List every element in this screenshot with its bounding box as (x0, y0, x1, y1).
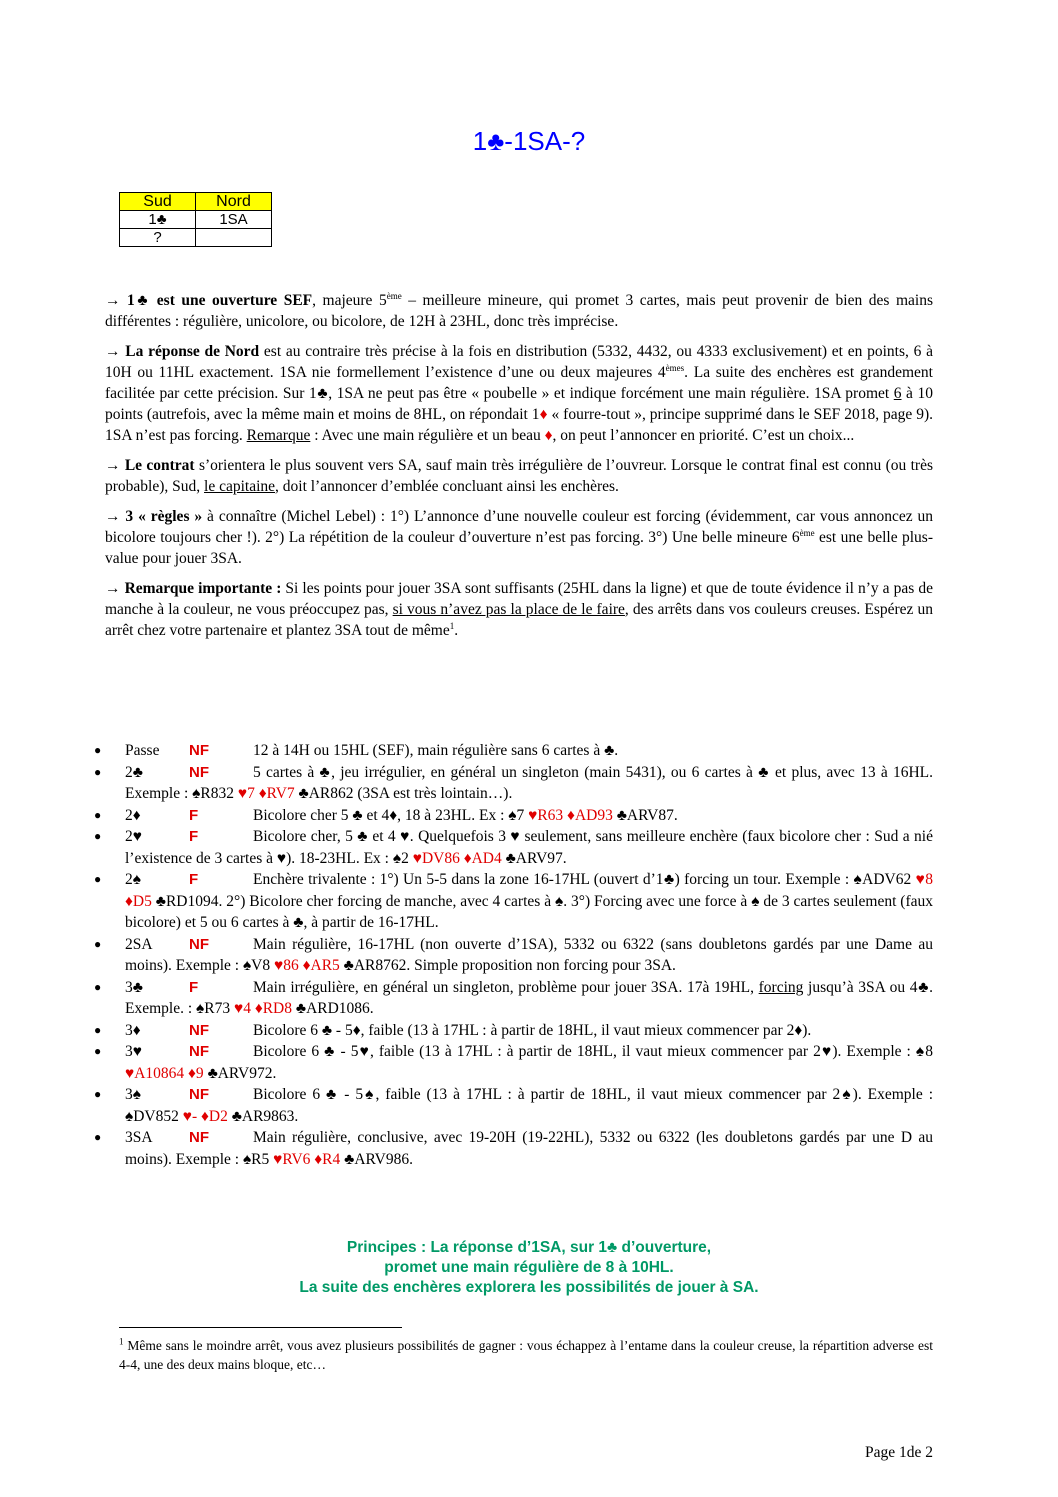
red-suits: ♥RV6 ♦R4 (273, 1150, 341, 1168)
paragraph-text: est une belle plus-value pour jouer 3SA. (105, 529, 933, 567)
diamond-icon: ♦ (544, 427, 553, 444)
forcing-flag: NF (189, 1086, 209, 1103)
bullet-icon: ● (94, 743, 102, 757)
bid-label: 2♣ (125, 763, 143, 781)
forcing-flag: NF (189, 1043, 209, 1060)
bidding-row (120, 211, 272, 229)
paragraph-text: , on peut l’annoncer en priorité. C’est un choix... (552, 427, 855, 444)
footnote-number: 1 (119, 1336, 124, 1347)
underlined-text: le capitaine (204, 478, 276, 495)
underlined-text: Remarque (246, 427, 311, 444)
bid-description-tail: ♣ARV986. (340, 1150, 413, 1168)
forcing-flag: NF (189, 763, 209, 781)
underlined-text: 6 (893, 385, 902, 402)
bid-description: Main irrégulière, en général un singleton, problème pour jouer 3SA. 17à 19HL, (253, 978, 759, 996)
bid-description: Bicolore cher, 5 ♣ et 4 ♥. Quelquefois 3 ♥ seulement, sans meilleure enchère (faux bicolore cher : Sud a nié l’existence de 3 cartes à ♥). 18-23HL. Ex : ♠2 (125, 828, 933, 867)
bullet-icon: ● (94, 936, 102, 951)
bullet-icon: ● (94, 807, 102, 822)
superscript: èmes (665, 362, 685, 373)
underlined-text: si vous n’avez pas la place de le faire (392, 601, 625, 618)
explanation-paragraphs (105, 290, 933, 650)
bid-cell (196, 229, 272, 247)
paragraph-text: . (454, 622, 459, 639)
bid-description-tail: ♣ARV972. (203, 1064, 277, 1082)
bid-description: Enchère trivalente : 1°) Un 5-5 dans la zone 16-17HL (ouvert d’1♣) forcing un tour. Exemple : ♠ADV62 (253, 871, 916, 888)
bid-label: 3♦ (125, 1021, 141, 1039)
list-item (90, 805, 933, 827)
superscript: ème (799, 527, 815, 538)
paragraph-lead: → La réponse de Nord (105, 343, 260, 360)
bid-description-tail: ♣AR862 (3SA est très lointain…). (294, 785, 513, 802)
bid-cell: ? (120, 229, 196, 247)
bullet-icon: ● (94, 764, 102, 779)
bid-description: Bicolore cher 5 ♣ et 4♦, 18 à 23HL. Ex : ♠7 (253, 806, 529, 824)
list-item (90, 826, 933, 869)
principles-line: promet une main régulière de 8 à 10HL. (384, 1259, 674, 1276)
bid-label: 3SA (125, 1129, 153, 1146)
bullet-icon: ● (94, 1044, 102, 1058)
red-suits: ♥7 ♦RV7 (237, 785, 295, 802)
bid-description: 12 à 14H ou 15HL (SEF), main régulière sans 6 cartes à ♣. (253, 742, 619, 759)
list-item (90, 934, 933, 977)
bid-label: Passe (125, 742, 160, 759)
paragraph-remark (105, 578, 933, 641)
bid-description-tail: ♣RD1094. 2°) Bicolore cher forcing de manche, avec 4 cartes à ♠. 3°) Forcing avec une force à ♠ de 3 cartes seulement (faux bicolore) et 5 ou 6 cartes à ♣, à partir de 16-17HL. (125, 892, 933, 931)
list-item (90, 740, 933, 762)
paragraph-text: à 10 points (autrefois, avec la même main et moins de 8HL, on répondait 1 (105, 385, 933, 423)
paragraph-text: s’orientera le plus souvent vers SA, sauf main très irrégulière de l’ouvreur. Lorsque le contrat final est connu (ou très probable), Sud, (105, 457, 934, 495)
forcing-flag: NF (189, 935, 209, 953)
diamond-icon: ♦ (539, 406, 548, 423)
paragraph-lead: → 3 « règles » (105, 508, 203, 525)
page-number: Page 1de 2 (864, 1444, 933, 1461)
bid-description: 5 cartes à ♣, jeu irrégulier, en général un singleton (main 5431), ou 6 cartes à ♣ et plus, avec 13 à 16HL. Exemple : ♠R832 (125, 763, 933, 802)
bid-list (90, 740, 933, 1170)
forcing-flag: NF (189, 1129, 209, 1146)
bullet-icon: ● (94, 872, 102, 886)
bid-label: 2SA (125, 935, 153, 953)
bullet-icon: ● (94, 1130, 102, 1144)
bidding-table (119, 192, 272, 247)
list-item (90, 1084, 933, 1127)
header-sud: Sud (120, 193, 196, 211)
paragraph-text: . La suite des enchères est grandement facilitée par cette précision. Sur 1♣, 1SA ne peut pas être « poubelle » et indique forcément une main régulière. 1SA promet (105, 364, 933, 402)
bid-description: Bicolore 6 ♣ - 5♦, faible (13 à 17HL : à partir de 18HL, il vaut mieux commencer par 2♦). (253, 1021, 812, 1039)
paragraph-contract (105, 455, 933, 497)
footnote-divider (119, 1327, 402, 1328)
bullet-icon: ● (94, 979, 102, 994)
header-nord: Nord (196, 193, 272, 211)
underlined-text: forcing (758, 978, 804, 996)
forcing-flag: NF (189, 742, 209, 759)
footnote-reference: 1 (449, 620, 455, 631)
forcing-flag: NF (189, 1021, 209, 1039)
bid-label: 2♠ (125, 871, 141, 888)
paragraph-opening (105, 290, 933, 332)
forcing-flag: F (189, 871, 199, 888)
bid-description: jusqu’à 3SA ou 4♣. Exemple. : ♠R73 (125, 978, 933, 1017)
list-item (90, 1020, 933, 1042)
paragraph-text: , majeure 5 (312, 292, 387, 309)
bid-description: Main régulière, conclusive, avec 19-20H (19-22HL), 5332 ou 6322 (les doubletons gardés par une D au moins). Exemple : ♠R5 (125, 1129, 933, 1168)
list-item (90, 869, 933, 934)
red-suits: ♥- ♦D2 (182, 1107, 228, 1125)
forcing-flag: F (189, 978, 199, 996)
bid-label: 3♠ (125, 1086, 141, 1103)
list-item (90, 1127, 933, 1170)
red-suits: ♥R63 ♦AD93 (528, 806, 613, 824)
red-suits: ♥A10864 ♦9 (125, 1064, 204, 1082)
red-suits: ♥86 ♦AR5 (274, 957, 340, 974)
bid-label: 3♥ (125, 1043, 142, 1060)
paragraph-text: « fourre-tout », principe supprimé dans le SEF 2018, page 9). 1SA n’est pas forcing. (105, 406, 933, 444)
bullet-icon: ● (94, 829, 102, 843)
bid-description-tail: ♣AR8762. Simple proposition non forcing pour 3SA. (339, 957, 676, 974)
bid-description-tail: ♣AR9863. (227, 1107, 299, 1125)
red-suits: ♥DV86 ♦AD4 (412, 849, 502, 867)
paragraph-text: , des arrêts dans vos couleurs creuses. Espérez un arrêt chez votre partenaire et plantez 3SA tout de même (105, 601, 933, 639)
list-item (90, 977, 933, 1020)
bidding-row (120, 229, 272, 247)
paragraph-text: : Avec une main régulière et un beau (310, 427, 545, 444)
paragraph-text: est au contraire très précise à la fois en distribution (5332, 4432, ou 4333 exclusivement) et en points, 6 à 10H ou 11HL exactement. 1SA nie formellement l’existence d’une ou deux majeures 4 (105, 343, 933, 381)
list-item (90, 762, 933, 805)
bid-description-tail: ♣ARV97. (501, 849, 567, 867)
bid-label: 2♦ (125, 806, 141, 824)
forcing-flag: F (189, 828, 199, 845)
bid-description-tail: ♣ARD1086. (292, 1000, 374, 1017)
bid-description: Bicolore 6 ♣ - 5♥, faible (13 à 17HL : à partir de 18HL, il vaut mieux commencer par 2♥). Exemple : ♠8 (253, 1043, 933, 1060)
bid-label: 2♥ (125, 828, 142, 845)
bullet-icon: ● (94, 1022, 102, 1037)
bid-label: 3♣ (125, 978, 143, 996)
superscript: ème (386, 290, 402, 301)
bid-cell: 1SA (196, 211, 272, 229)
page-title: 1♣-1SA-? (472, 126, 586, 156)
paragraph-text: Si les points pour jouer 3SA sont suffisants (25HL dans la ligne) et que de toute évidence il n’y a pas de manche à la couleur, ne vous préoccupez pas, (105, 580, 933, 618)
paragraph-text: à connaître (Michel Lebel) : 1°) L’annonce d’une nouvelle couleur est forcing (évidemment, car vous annoncez un bicolore toujours cher !). 2°) La répétition de la couleur d’ouverture n’est pas forcing. 3°) Une belle mineure 6 (105, 508, 933, 546)
red-suits: ♥4 ♦RD8 (233, 1000, 293, 1017)
principles-box (0, 1238, 1058, 1298)
paragraph-text: , doit l’annoncer d’emblée concluant ainsi les enchères. (275, 478, 619, 495)
principles-line: La suite des enchères explorera les possibilités de jouer à SA. (299, 1279, 759, 1296)
bid-description-tail: ♣ARV87. (612, 806, 678, 824)
paragraph-response (105, 341, 933, 446)
list-item (90, 1041, 933, 1084)
footnote-text: Même sans le moindre arrêt, vous avez plusieurs possibilités de gagner : vous échappez à l’entame dans la couleur creuse, la répartition adverse est 4-4, une des deux mains bloque, etc… (119, 1338, 933, 1372)
paragraph-lead: → Remarque importante : (105, 580, 282, 597)
red-suits: ♥8 ♦D5 (125, 871, 934, 910)
bidding-table-header (120, 193, 272, 211)
paragraph-rules (105, 506, 933, 569)
paragraph-lead: → 1♣ est une ouverture SEF (105, 292, 313, 309)
principles-line: Principes : La réponse d’1SA, sur 1♣ d’ouverture, (346, 1239, 712, 1256)
paragraph-lead: → Le contrat (105, 457, 195, 474)
forcing-flag: F (189, 806, 199, 824)
bid-description: Bicolore 6 ♣ - 5♠, faible (13 à 17HL : à partir de 18HL, il vaut mieux commencer par 2♠). Exemple : ♠DV852 (125, 1086, 933, 1125)
bullet-icon: ● (94, 1087, 102, 1101)
footnote (119, 1336, 933, 1374)
paragraph-text: – meilleure mineure, qui promet 3 cartes, mais peut provenir de bien des mains différentes : régulière, unicolore, ou bicolore, de 12H à 23HL, donc très imprécise. (105, 292, 933, 330)
bid-description: Main régulière, 16-17HL (non ouverte d’1SA), 5332 ou 6322 (sans doubletons gardés par une Dame au moins). Exemple : ♠V8 (125, 935, 933, 974)
bid-cell: 1♣ (120, 211, 196, 229)
